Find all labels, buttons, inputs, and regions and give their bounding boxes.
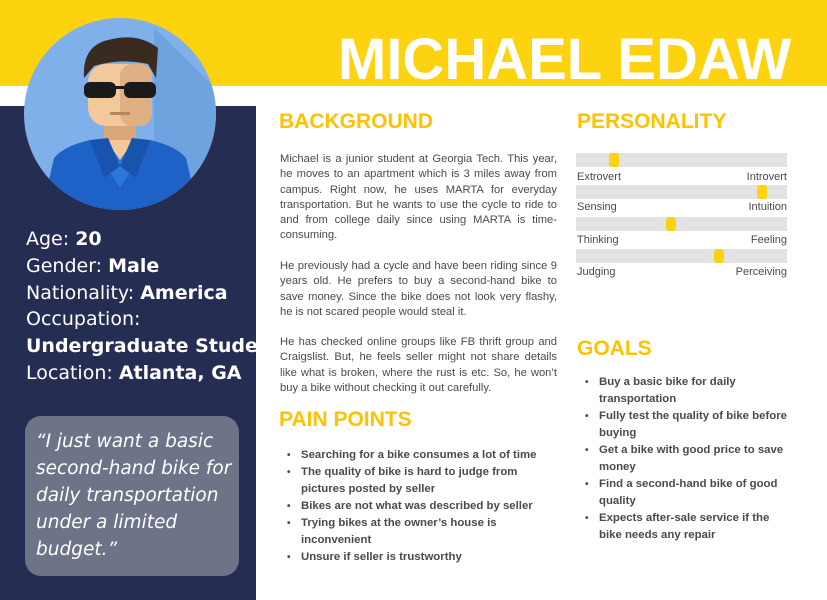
trait-label-left: Thinking — [577, 234, 619, 246]
trait-bar-sensing-intuition — [576, 185, 787, 199]
trait-bar-judging-perceiving — [576, 249, 787, 263]
background-paragraph-3: He has checked online groups like FB thrift group and Craigslist. But, he feels seller might not share details like what is broken, where the rust is etc. So, he won’t buy a bike without checking it out carefully. — [280, 336, 557, 394]
trait-marker — [714, 249, 724, 263]
trait-marker — [757, 185, 767, 199]
list-item: • Expects after-sale service if the bike needs any repair — [582, 510, 792, 544]
trait-label-right: Introvert — [746, 171, 787, 183]
trait-label-right: Feeling — [750, 234, 787, 246]
background-heading: BACKGROUND — [279, 110, 433, 133]
fact-age: Age: 20 — [26, 228, 102, 250]
list-item: • The quality of bike is hard to judge from pictures posted by seller — [284, 464, 556, 498]
trait-label-left: Sensing — [577, 201, 617, 213]
trait-label-left: Judging — [577, 266, 616, 278]
fact-location: Location: Atlanta, GA — [26, 361, 242, 384]
trait-bar-thinking-feeling — [576, 217, 787, 231]
avatar-icon — [24, 18, 216, 210]
pain-points-list — [284, 447, 556, 566]
list-item: • Trying bikes at the owner’s house is inconvenient — [284, 515, 556, 549]
trait-marker — [666, 217, 676, 231]
personality-heading: PERSONALITY — [577, 110, 727, 133]
goals-list — [582, 374, 792, 544]
list-item: • Bikes are not what was described by seller — [284, 498, 556, 515]
goals-heading: GOALS — [577, 337, 652, 360]
trait-label-right: Perceiving — [735, 266, 787, 278]
list-item: • Find a second-hand bike of good quality — [582, 476, 792, 510]
fact-occupation-label: Occupation: — [26, 308, 141, 331]
list-item: • Get a bike with good price to save money — [582, 442, 792, 476]
list-item: • Searching for a bike consumes a lot of time — [284, 447, 556, 464]
list-item: • Unsure if seller is trustworthy — [284, 549, 556, 566]
trait-marker — [609, 153, 619, 167]
fact-nationality: Nationality: America — [26, 281, 228, 304]
background-paragraph-2: He previously had a cycle and have been riding since 9 years old. He prefers to buy a second-hand bike to save money. Since the bike does not look very flashy, he is not scared people would steal it. — [280, 260, 557, 318]
persona-quote: “I just want a basic second-hand bike for daily transportation under a limited budget.” — [36, 431, 232, 560]
list-item: • Fully test the quality of bike before buying — [582, 408, 792, 442]
pain-points-heading: PAIN POINTS — [279, 408, 412, 431]
trait-bar-extrovert-introvert — [576, 153, 787, 167]
persona-facts — [26, 226, 281, 387]
fact-occupation-value: Undergraduate Student — [26, 335, 281, 358]
quote-box — [25, 416, 239, 576]
list-item: • Buy a basic bike for daily transportation — [582, 374, 792, 408]
trait-label-right: Intuition — [748, 201, 787, 213]
trait-label-left: Extrovert — [577, 171, 622, 183]
background-paragraph-1: Michael is a junior student at Georgia Tech. This year, he moves to an apartment which is 3 miles away from campus. Right now, he uses MARTA for everyday transportation. But he wants to use the cycle to ride to and from college daily since using MARTA is time-consuming. — [280, 153, 557, 242]
fact-gender: Gender: Male — [26, 254, 160, 277]
persona-name: MICHAEL EDAW — [338, 27, 792, 92]
